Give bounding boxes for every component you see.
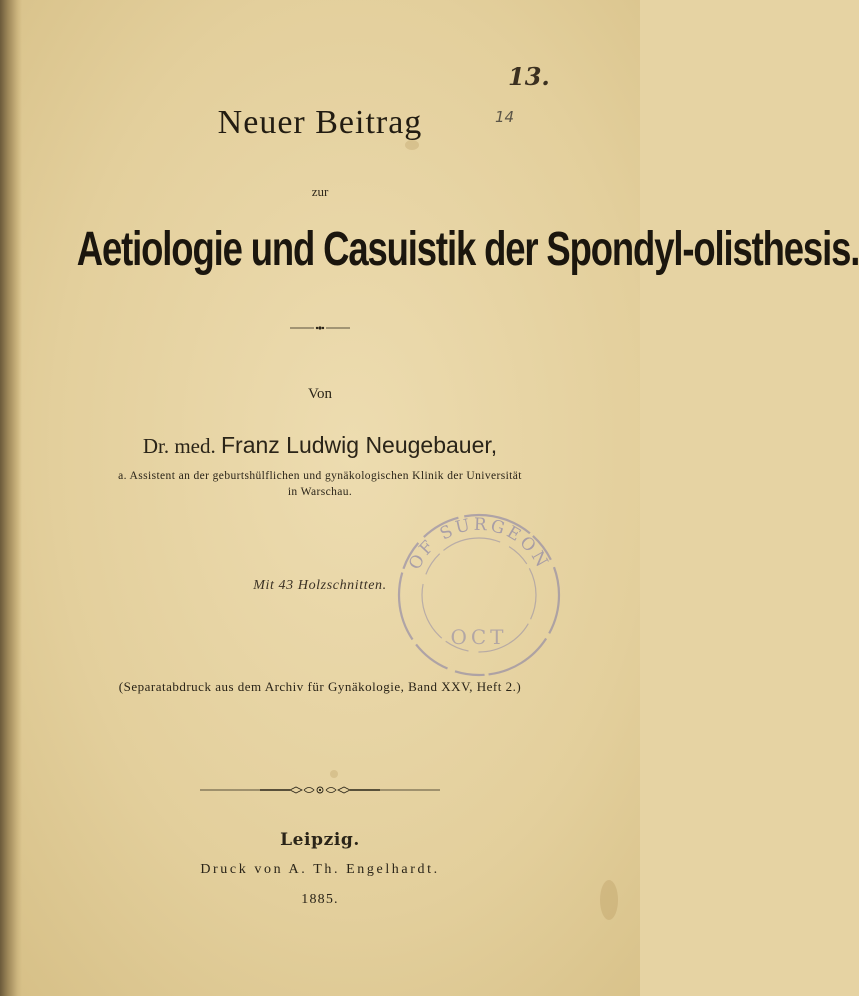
pencil-annotation: 14 bbox=[495, 108, 515, 126]
offprint-note: (Separatabdruck aus dem Archiv für Gynäkologie, Band XXV, Heft 2.) bbox=[118, 679, 522, 694]
illustrations-note: Mit 43 Holzschnitten. bbox=[253, 578, 387, 593]
stamp-text-bottom: OCT bbox=[450, 625, 508, 649]
affiliation-line1: a. Assistent an der geburtshülflichen und gynäkologischen Klinik der Universität bbox=[118, 470, 522, 482]
handwritten-shelfmark: 13. bbox=[508, 62, 550, 91]
author bbox=[0, 432, 640, 459]
foxing-spot bbox=[330, 770, 338, 778]
title-line1: Neuer Beitrag bbox=[217, 104, 423, 141]
by-label: Von bbox=[308, 386, 332, 402]
imprint-printer: Druck von A. Th. Engelhardt. bbox=[200, 862, 440, 877]
decorative-rule bbox=[200, 784, 440, 796]
imprint-year: 1885. bbox=[301, 892, 339, 907]
stamp-text-top: OF SURGEON bbox=[404, 514, 554, 574]
affiliation-line2: in Warschau. bbox=[287, 486, 353, 498]
library-stamp bbox=[392, 508, 566, 682]
imprint-city: Leipzig. bbox=[280, 830, 360, 850]
svg-text:OF SURGEON bbox=[405, 515, 553, 573]
main-title: Aetiologie und Casuistik der Spondyl-olisthesis. bbox=[76, 223, 859, 276]
author-name: Franz Ludwig Neugebauer, bbox=[220, 432, 498, 458]
small-ornament-rule bbox=[290, 325, 350, 331]
author-prefix: Dr. med. bbox=[142, 434, 216, 458]
title-connector: zur bbox=[311, 184, 329, 199]
